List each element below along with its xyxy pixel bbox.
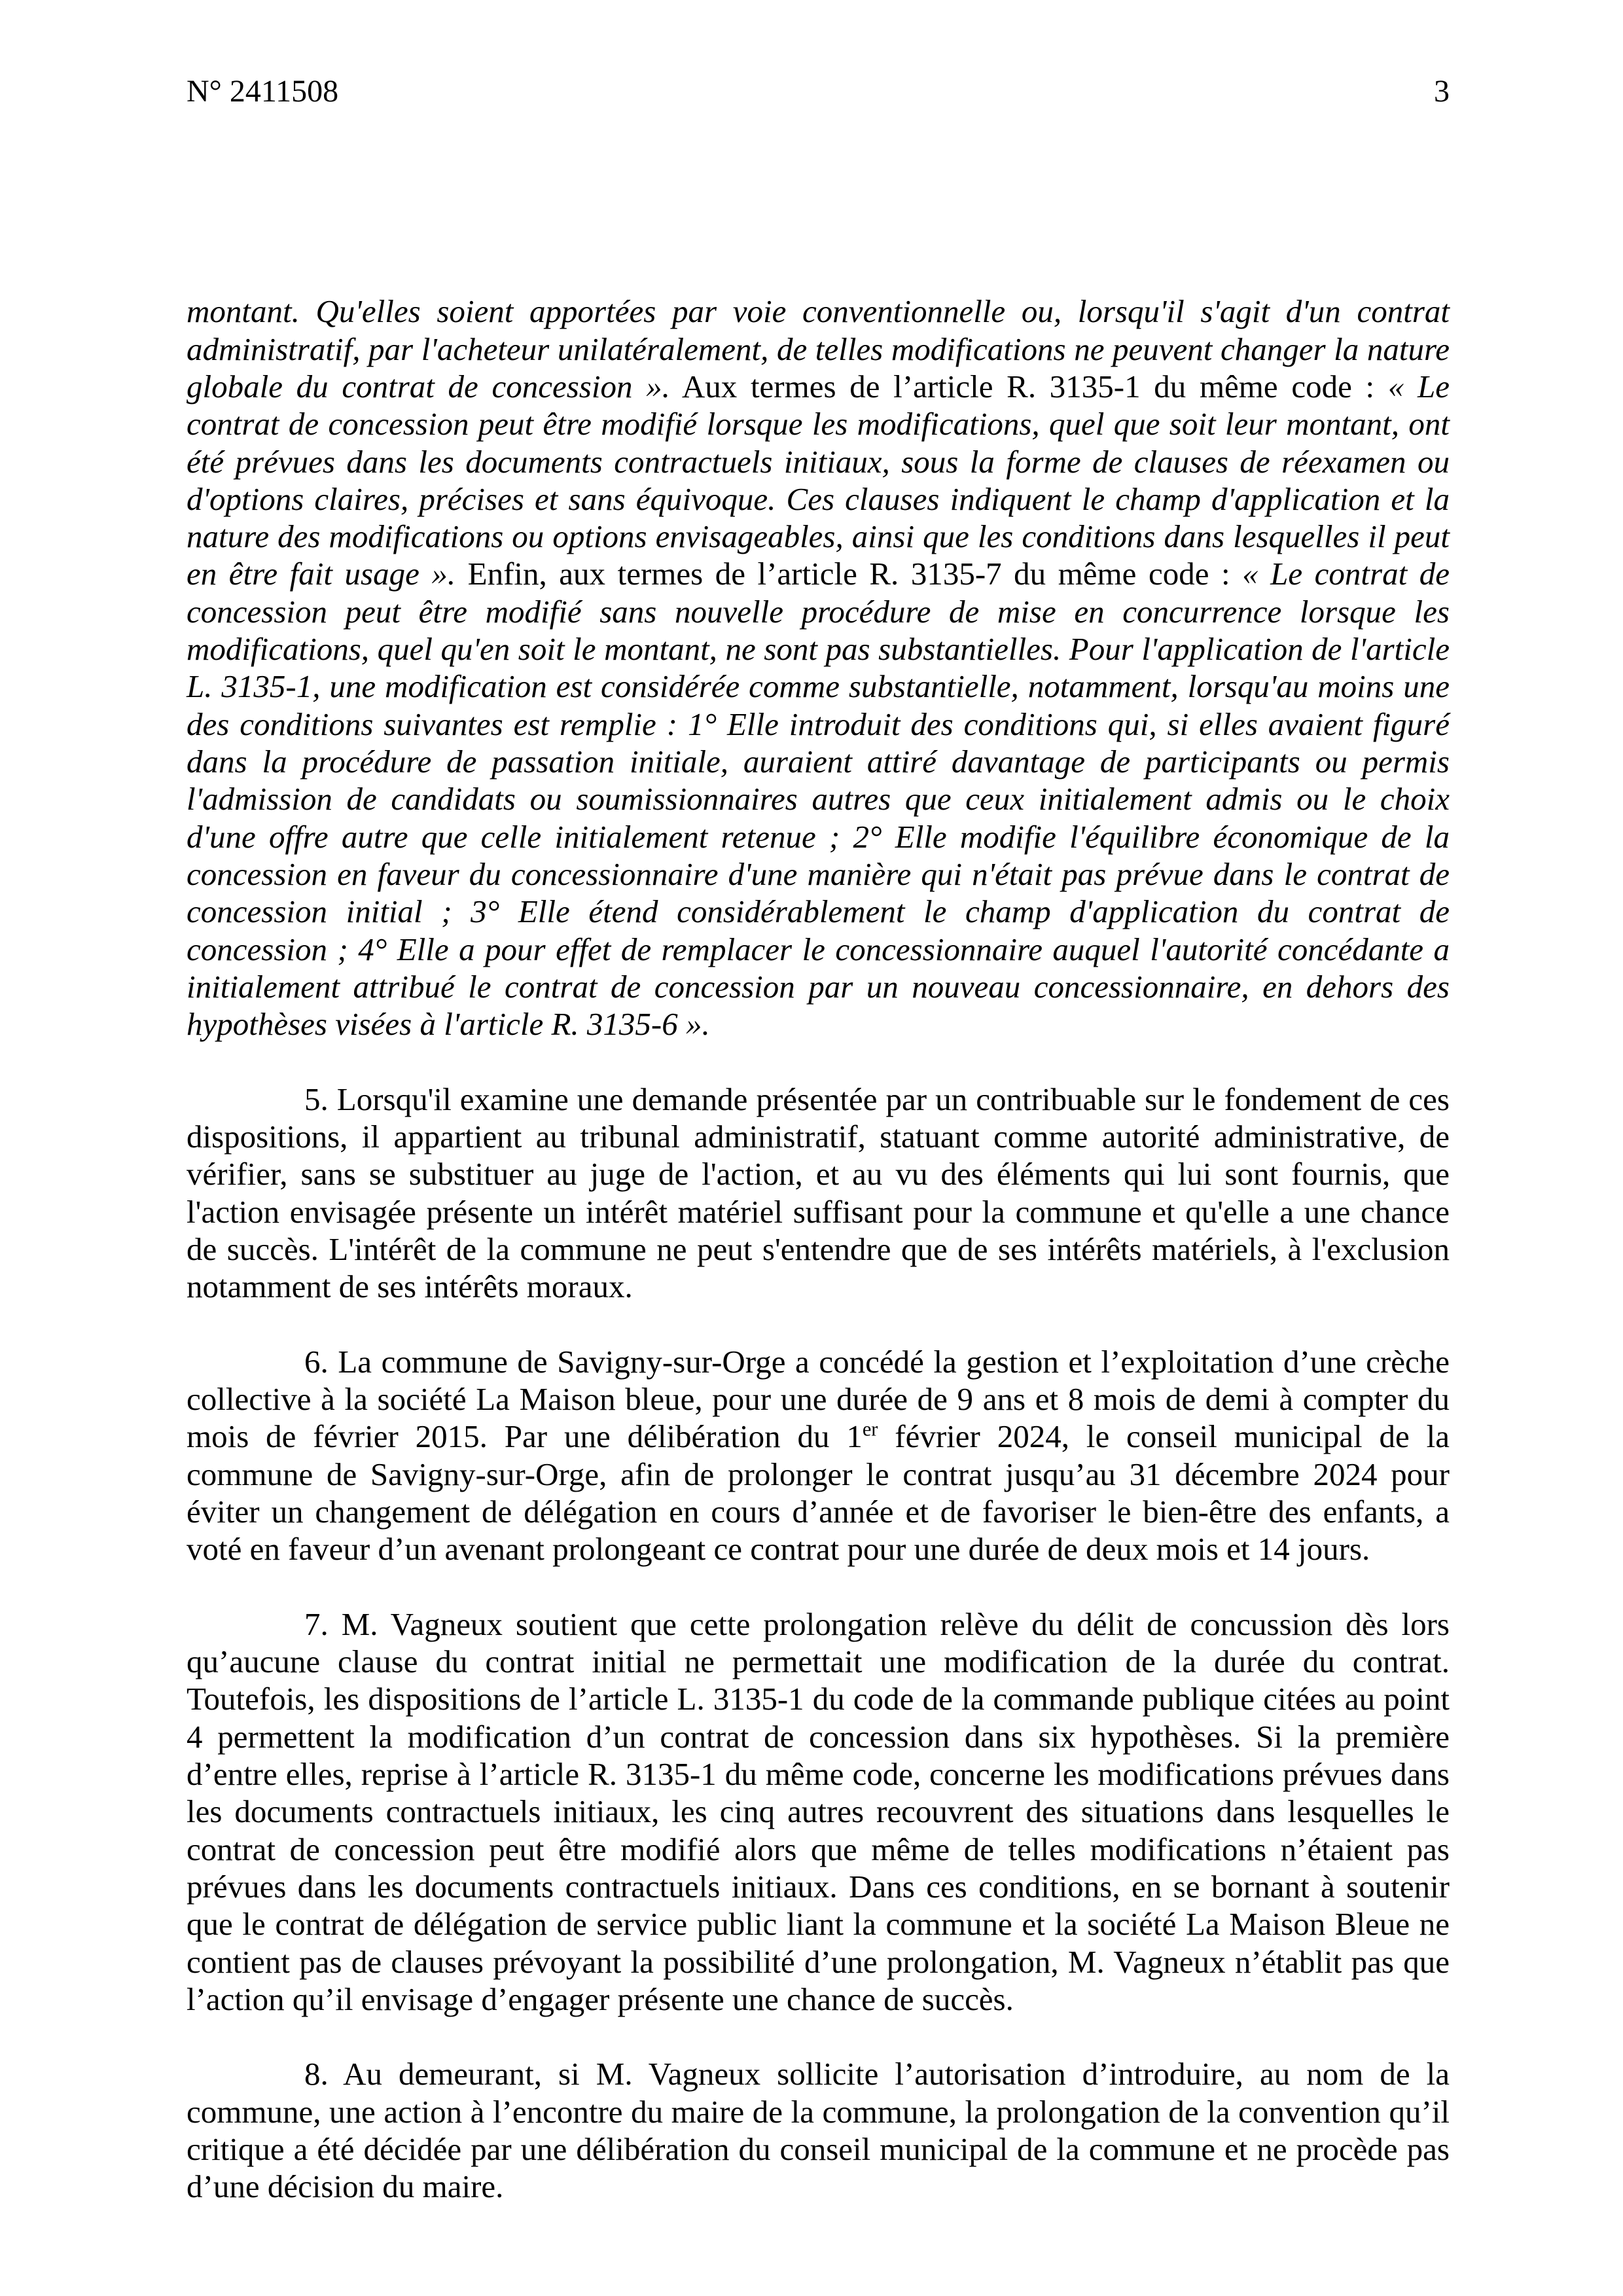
quoted-legal-text: « Le contrat de concession peut être modifié lorsque les modifications, quel que soit leur montant, ont été prévues dans les documents contractuels initiaux, sous la forme de clauses de réexamen ou d'options claires, précises et sans équivoque. Ces clauses indiquent le champ d'application et la nature des modifications ou options envisageables, ainsi que les conditions dans lesquelles il peut en être fait usage ».: [187, 368, 1450, 592]
body-text: 8. Au demeurant, si M. Vagneux sollicite l’autorisation d’introduire, au nom de la commune, une action à l’encontre du maire de la commune, la prolongation de la convention qu’il critique a été décidée par une délibération du conseil municipal de la commune et ne procède pas d’une décision du maire.: [187, 2056, 1450, 2205]
quoted-legal-text: « Le contrat de concession peut être modifié sans nouvelle procédure de mise en concurrence lorsque les modifications, quel qu'en soit le montant, ne sont pas substantielles. Pour l'application de l'article L. 3135-1, une modification est considérée comme substantielle, notamment, lorsqu'au moins une des conditions suivantes est remplie : 1° Elle introduit des conditions qui, si elles avaient figuré dans la procédure de passation initiale, auraient attiré davantage de participants ou permis l'admission de candidats ou soumissionnaires autres que ceux initialement admis ou le choix d'une offre autre que celle initialement retenue ; 2° Elle modifie l'équilibre économique de la concession en faveur du concessionnaire d'une manière qui n'était pas prévue dans le contrat de concession initial ; 3° Elle étend considérablement le champ d'application du contrat de concession ; 4° Elle a pour effet de remplacer le concessionnaire auquel l'autorité concédante a initialement attribué le contrat de concession par un nouveau concessionnaire, en dehors des hypothèses visées à l'article R. 3135-6 ».: [187, 556, 1450, 1043]
case-number: N° 2411508: [187, 74, 339, 109]
document-body: [187, 293, 1450, 2205]
quoted-legal-text: montant. Qu'elles soient apportées par voie conventionnelle ou, lorsqu'il s'agit d'un contrat administratif, par l'acheteur unilatéralement, de telles modifications ne peuvent changer la nature globale du contrat de concession ».: [187, 293, 1450, 404]
superscript-text: er: [862, 1418, 878, 1441]
paragraph: [187, 1605, 1450, 2018]
paragraph: [187, 1081, 1450, 1306]
paragraph: [187, 2055, 1450, 2205]
body-text: 6. La commune de Savigny-sur-Orge a concédé la gestion et l’exploitation d’une crèche collective à la société La Maison bleue, pour une durée de 9 ans et 8 mois de demi à compter du mois de février 2015. Par une délibération du 1: [187, 1343, 1450, 1455]
body-text: Enfin, aux termes de l’article R. 3135-7 du même code :: [455, 556, 1243, 592]
body-text: Aux termes de l’article R. 3135-1 du même code :: [669, 368, 1388, 404]
paragraph: [187, 1343, 1450, 1568]
body-text: 5. Lorsqu'il examine une demande présentée par un contribuable sur le fondement de ces dispositions, il appartient au tribunal administratif, statuant comme autorité administrative, de vérifier, sans se substituer au juge de l'action, et au vu des éléments qui lui sont fournis, que l'action envisagée présente un intérêt matériel suffisant pour la commune et qu'elle a une chance de succès. L'intérêt de la commune ne peut s'entendre que de ses intérêts matériels, à l'exclusion notamment de ses intérêts moraux.: [187, 1081, 1450, 1305]
page-number: 3: [1434, 74, 1450, 109]
page-header: [187, 73, 1450, 109]
body-text: 7. M. Vagneux soutient que cette prolongation relève du délit de concussion dès lors qu’aucune clause du contrat initial ne permettait une modification de la durée du contrat. Toutefois, les dispositions de l’article L. 3135-1 du code de la commande publique citées au point 4 permettent la modification d’un contrat de concession dans six hypothèses. Si la première d’entre elles, reprise à l’article R. 3135-1 du même code, concerne les modifications prévues dans les documents contractuels initiaux, les cinq autres recouvrent des situations dans lesquelles le contrat de concession peut être modifié alors que même de telles modifications n’étaient pas prévues dans les documents contractuels initiaux. Dans ces conditions, en se bornant à soutenir que le contrat de délégation de service public liant la commune et la société La Maison Bleue ne contient pas de clauses prévoyant la possibilité d’une prolongation, M. Vagneux n’établit pas que l’action qu’il envisage d’engager présente une chance de succès.: [187, 1605, 1450, 2017]
paragraph: [187, 293, 1450, 1043]
body-text: février 2024, le conseil municipal de la commune de Savigny-sur-Orge, afin de prolonger le contrat jusqu’au 31 décembre 2024 pour éviter un changement de délégation en cours d’année et de favoriser le bien-être des enfants, a voté en faveur d’un avenant prolongeant ce contrat pour une durée de deux mois et 14 jours.: [187, 1418, 1450, 1568]
